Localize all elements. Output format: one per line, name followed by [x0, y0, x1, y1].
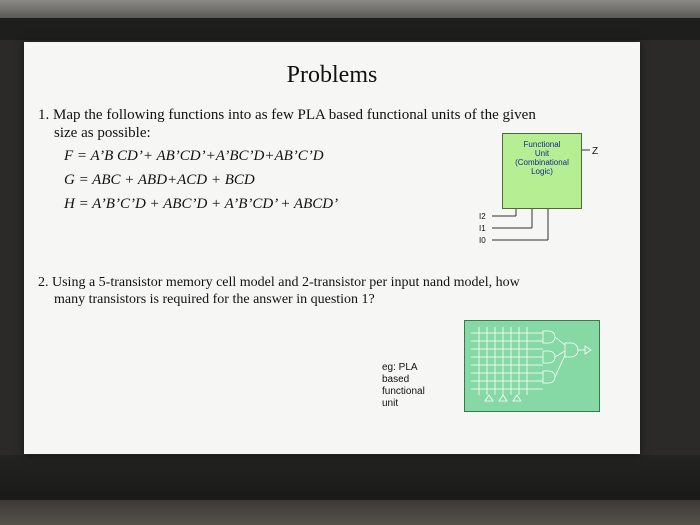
example-caption-line-1: eg: PLA	[382, 362, 418, 373]
input-label-i1: I1	[479, 224, 486, 233]
example-caption-line-4: unit	[382, 398, 399, 409]
example-caption	[382, 362, 442, 410]
desk-surface	[0, 500, 700, 525]
pla-example-diagram	[464, 320, 600, 412]
problem-1-line-2: size as possible:	[54, 125, 151, 141]
problem-2-line-2: many transistors is required for the answer in question 1?	[54, 292, 375, 307]
problem-1-line-1: 1. Map the following functions into as few PLA based functional units of the given	[38, 107, 536, 123]
equation-g: G = ABC + ABD+ACD + BCD	[64, 172, 255, 188]
pla-circuit-drawing	[465, 321, 599, 411]
functional-unit-label-4: Logic)	[531, 167, 553, 176]
functional-unit-label-1: Functional	[523, 140, 561, 149]
slide-title: Problems	[286, 62, 378, 88]
functional-unit-output-label: Z	[592, 146, 599, 157]
problem-2-text	[38, 274, 568, 308]
input-label-i2: I2	[479, 212, 486, 221]
monitor-frame	[0, 18, 700, 40]
monitor-top-bezel	[0, 0, 700, 18]
functional-unit-label-2: Unit	[534, 149, 550, 158]
equation-h: H = A’B’C’D + ABC’D + A’B’CD’ + ABCD’	[64, 196, 339, 212]
functional-unit-label-3: (Combinational	[515, 158, 569, 167]
equation-f: F = A’B CD’+ AB’CD’+A’BC’D+AB’C’D	[64, 148, 324, 164]
example-caption-line-2: based	[382, 374, 410, 385]
example-caption-line-3: functional	[382, 386, 425, 397]
problem-2-line-1: 2. Using a 5-transistor memory cell model and 2-transistor per input nand model, how	[38, 275, 520, 290]
input-label-i0: I0	[479, 236, 486, 245]
presentation-slide	[24, 42, 640, 454]
